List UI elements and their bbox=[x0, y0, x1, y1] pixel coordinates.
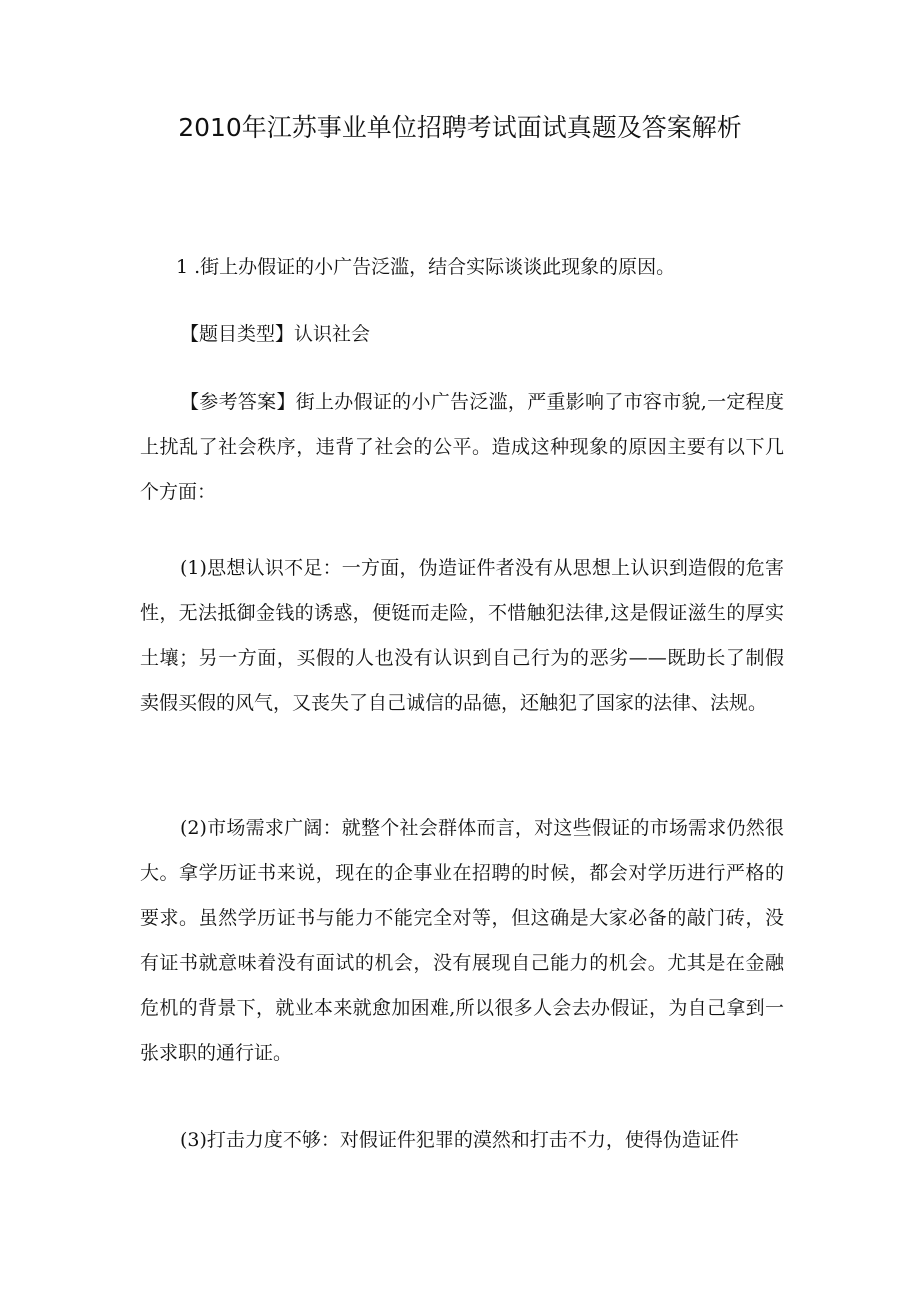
answer-point-3: (3)打击力度不够：对假证件犯罪的漠然和打击不力，使得伪造证件 bbox=[180, 1129, 739, 1151]
question-type-label: 【题目类型】 bbox=[180, 323, 295, 345]
document-title: 2010年江苏事业单位招聘考试面试真题及答案解析 bbox=[178, 113, 742, 142]
reference-answer-label: 【参考答案】 bbox=[180, 391, 296, 413]
question-text: 1 .街上办假证的小广告泛滥，结合实际谈谈此现象的原因。 bbox=[176, 256, 676, 278]
question-type-line bbox=[140, 312, 784, 357]
question-type-value: 认识社会 bbox=[294, 323, 371, 345]
answer-point-1: (1)思想认识不足：一方面，伪造证件者没有从思想上认识到造假的危害性，无法抵御金钱的诱惑，便铤而走险，不惜触犯法律,这是假证滋生的厚实土壤；另一方面，买假的人也没有认识到自己行为的恶劣——既助长了制假卖假买假的风气，又丧失了自己诚信的品德，还触犯了国家的法律、法规。 bbox=[140, 557, 784, 714]
reference-answer-text: 街上办假证的小广告泛滥，严重影响了市容市貌,一定程度上扰乱了社会秩序，违背了社会的公平。造成这种现象的原因主要有以下几个方面： bbox=[140, 391, 784, 503]
answer-point-2: (2)市场需求广阔：就整个社会群体而言，对这些假证的市场需求仍然很大。拿学历证书来说，现在的企事业在招聘的时候，都会对学历进行严格的要求。虽然学历证书与能力不能完全对等，但这确是大家必备的敲门砖，没有证书就意味着没有面试的机会，没有展现自己能力的机会。尤其是在金融危机的背景下，就业本来就愈加困难,所以很多人会去办假证，为自己拿到一张求职的通行证。 bbox=[140, 817, 784, 1064]
reference-answer-paragraph bbox=[140, 380, 784, 515]
